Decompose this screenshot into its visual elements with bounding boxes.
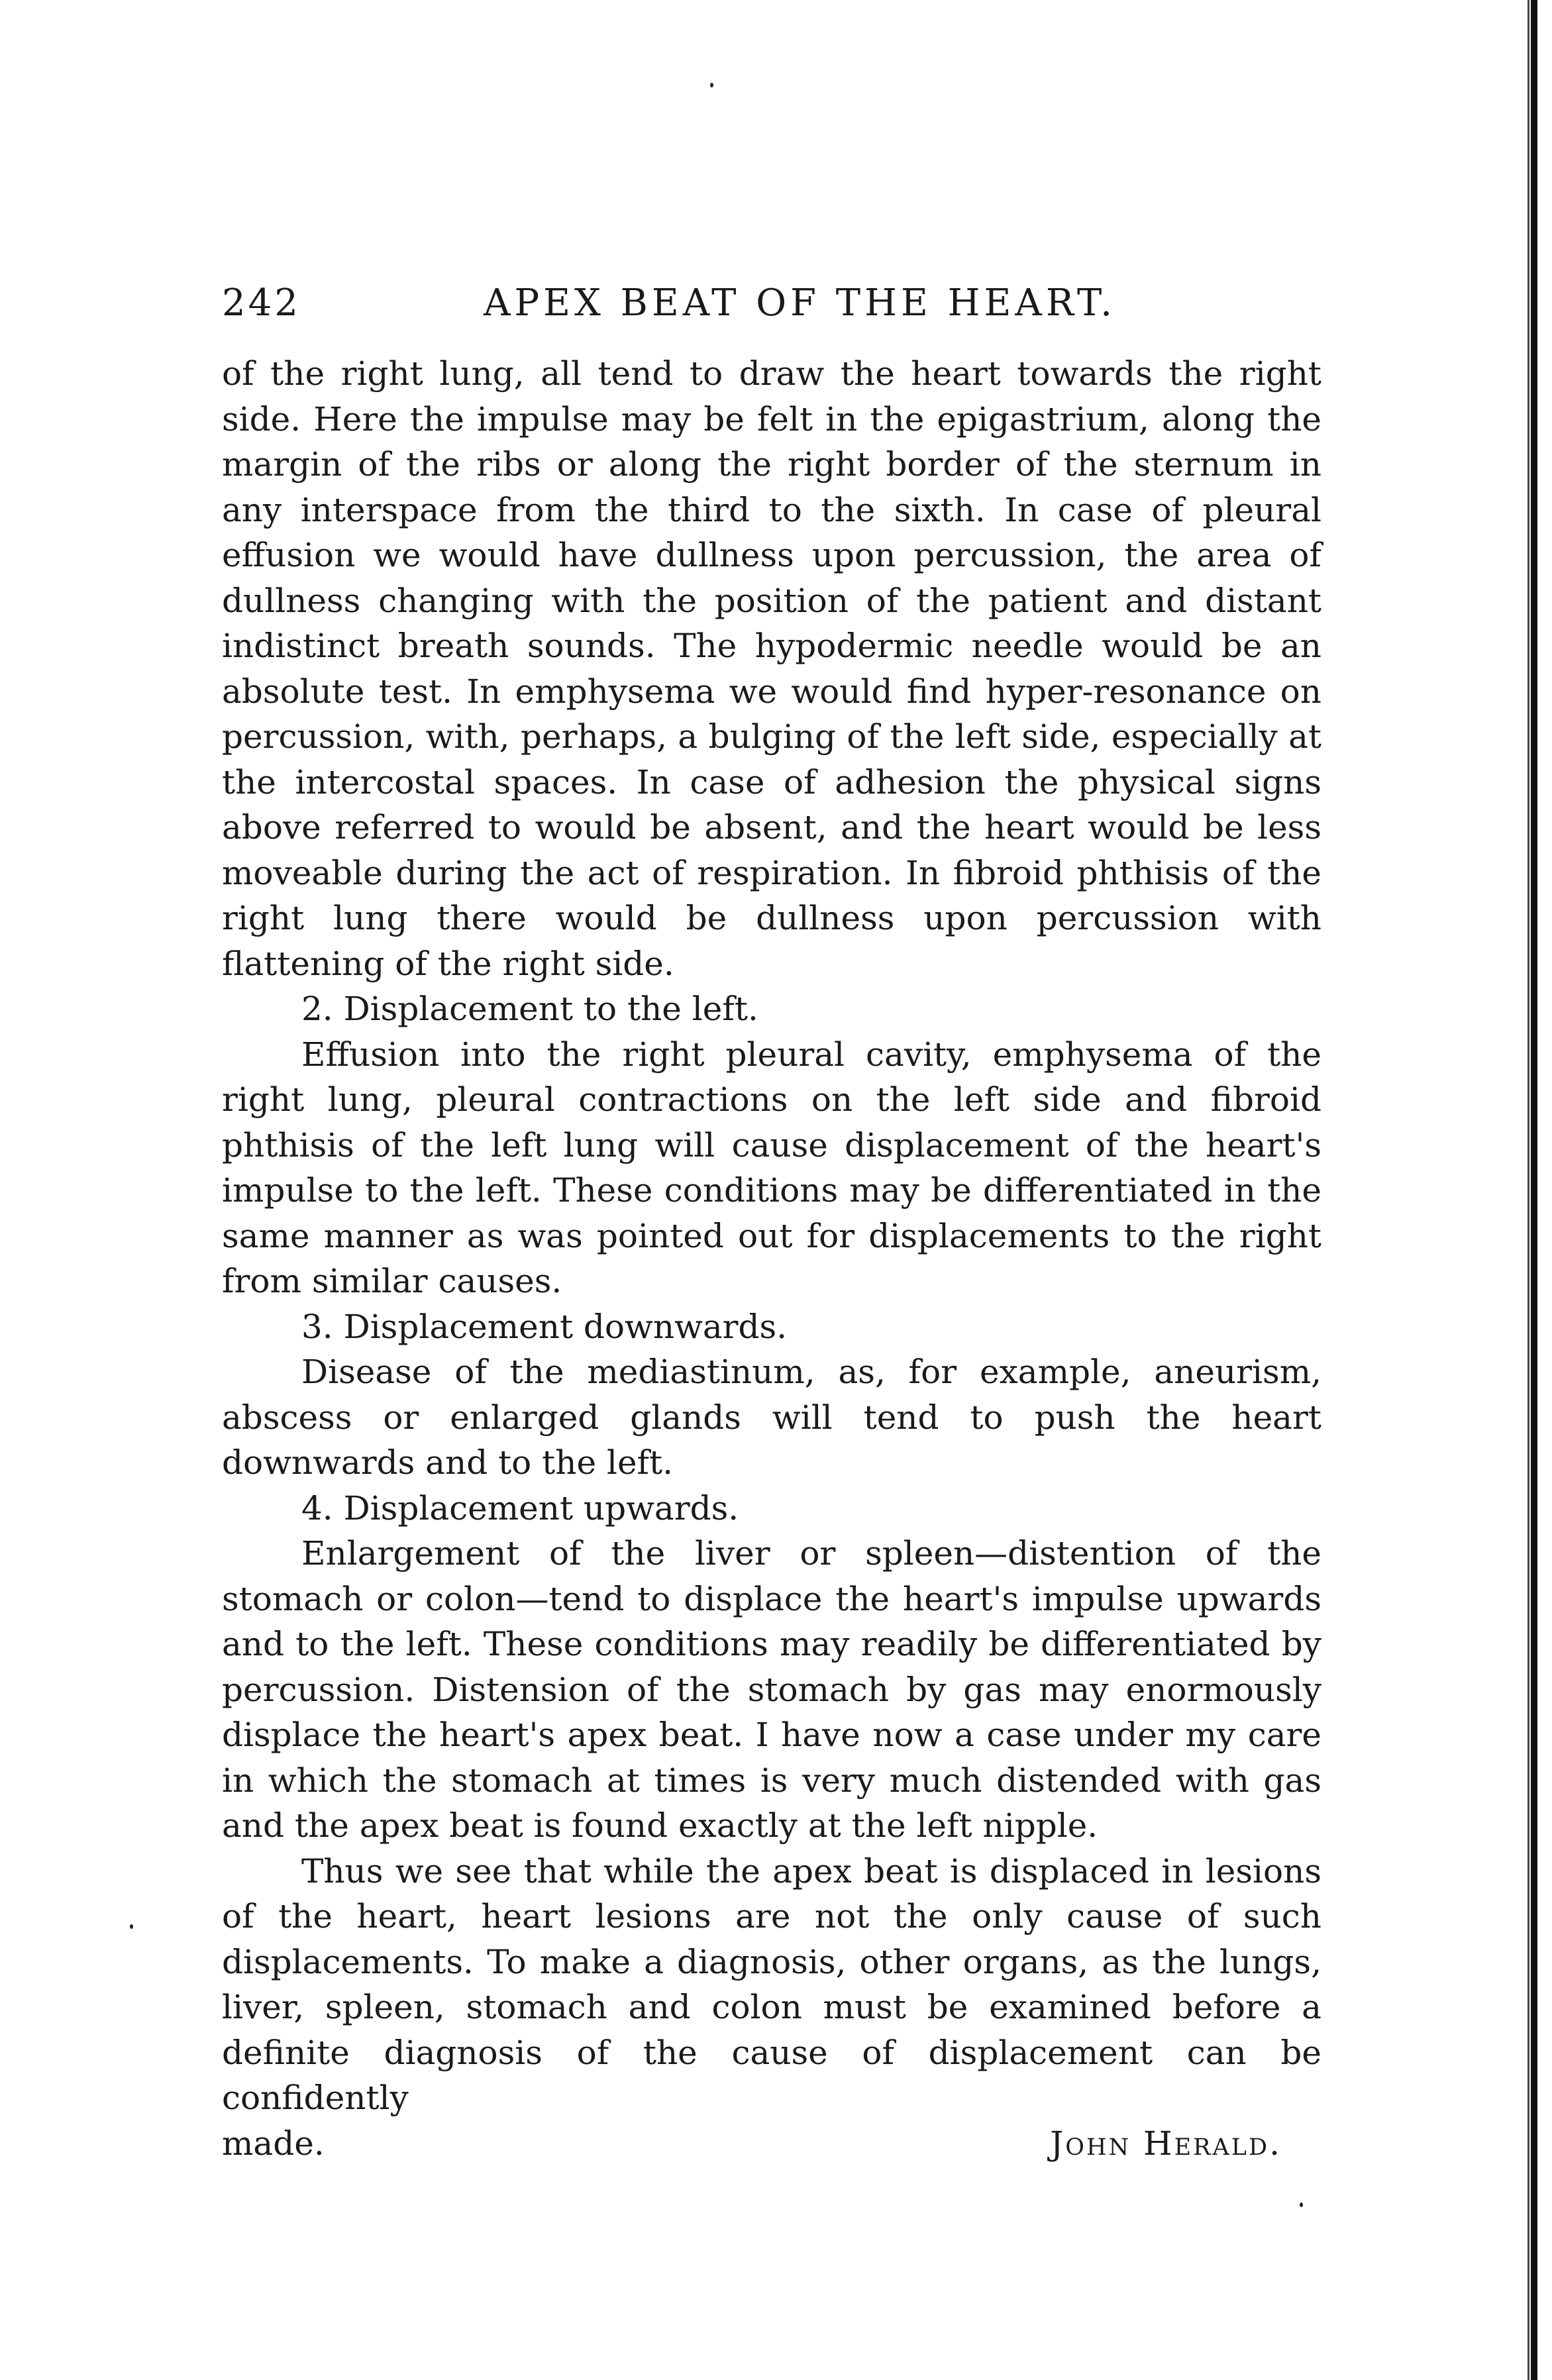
section-heading-left: 2. Displacement to the left. (301, 990, 758, 1028)
section-heading-upwards: 4. Displacement upwards. (301, 1488, 739, 1527)
scan-edge-shadow (1527, 0, 1529, 2380)
closing-line (222, 2121, 1321, 2167)
section-heading-downwards: 3. Displacement downwards. (301, 1307, 788, 1346)
author-signature: John Herald. (1050, 2124, 1282, 2163)
book-page (222, 0, 1321, 2380)
paragraph: Effusion into the right pleural cavity, emphysema of the right lung, pleural contractions on the left side and fibroid phthisis of the left lung will cause displacement of the heart's impulse to the left. These conditions may be differentiated in the same manner as was pointed out for displacements to the right from similar causes. (222, 1035, 1321, 1300)
paragraph: of the right lung, all tend to draw the heart towards the right side. Here the impulse may be felt in the epigastrium, along the margin of the ribs or along the right border of the sternum in any interspace from the third to the sixth. In case of pleural effusion we would have dullness upon percussion, the area of dullness changing with the position of the patient and distant indistinct breath sounds. The hypodermic needle would be an absolute test. In emphysema we would find hyper-resonance on percussion, with, perhaps, a bulging of the left side, especially at the intercostal spaces. In case of adhesion the physical signs above referred to would be absent, and the heart would be less moveable during the act of respiration. In fibroid phthisis of the right lung there would be dullness upon percussion with flattening of the right side. (222, 354, 1321, 983)
closing-word: made. (222, 2124, 325, 2163)
scan-speck (130, 1924, 133, 1929)
paragraph: Disease of the mediastinum, as, for example, aneurism, abscess or enlarged glands will tend to push the heart downwards and to the left. (222, 1353, 1321, 1482)
scan-edge-border (1531, 0, 1537, 2380)
body-text (222, 351, 1321, 2166)
running-title: APEX BEAT OF THE HEART. (484, 282, 1116, 325)
page-header (222, 282, 1321, 335)
paragraph: Enlargement of the liver or spleen—distention of the stomach or colon—tend to displace the heart's impulse upwards and to the left. These conditions may readily be differentiated by percussion. Distension of the stomach by gas may enormously displace the heart's apex beat. I have now a case under my care in which the stomach at times is very much distended with gas and the apex beat is found exactly at the left nipple. (222, 1534, 1321, 1845)
page-number: 242 (222, 282, 301, 325)
paragraph: Thus we see that while the apex beat is displaced in lesions of the heart, heart lesions are not the only cause of such displacements. To make a diagnosis, other organs, as the lungs, liver, spleen, stomach and colon must be examined before a definite diagnosis of the cause of displacement can be confidently (222, 1851, 1321, 2117)
